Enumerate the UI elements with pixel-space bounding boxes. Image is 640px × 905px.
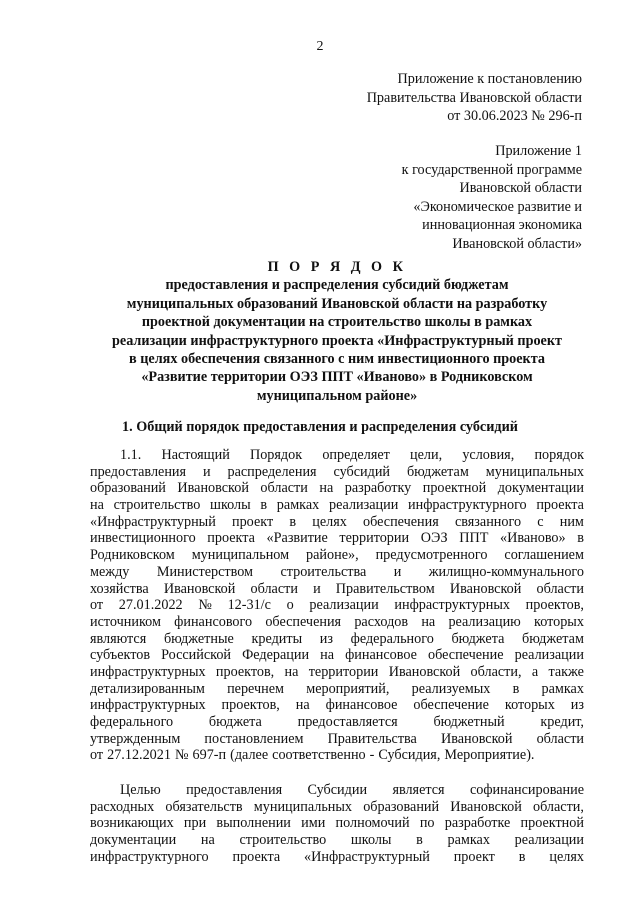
approval-line: от 30.06.2023 № 296-п xyxy=(447,108,582,125)
text-line: Целью предоставления Субсидии является софинансирование xyxy=(120,782,584,798)
text-line: «Инфраструктурный проект в целях обеспечения связанного с ним xyxy=(90,513,584,530)
text-line: инфраструктурного проекта «Инфраструктурный проект в целях xyxy=(90,848,584,865)
annex-line: Приложение 1 xyxy=(495,143,582,159)
annex-reference xyxy=(402,142,582,254)
paragraph-purpose xyxy=(90,782,584,865)
text-line: утвержденным постановлением Правительства Ивановской области xyxy=(90,730,584,747)
text-line: между Министерством строительства и жилищно-коммунального xyxy=(90,563,584,580)
title-line: предоставления и распределения субсидий бюджетам xyxy=(165,277,509,294)
text-line: инвестиционного проекта «Развитие территории ОЭЗ ППТ «Иваново» в xyxy=(90,530,584,547)
section-heading: 1. Общий порядок предоставления и распределения субсидий xyxy=(122,419,518,435)
text-line: источником финансового обеспечения расходов на реализацию которых xyxy=(90,613,584,630)
title-line: в целях обеспечения связанного с ним инвестиционного проекта xyxy=(129,351,545,368)
text-line: от 27.12.2021 № 697-п (далее соответственно - Субсидия, Мероприятие). xyxy=(90,747,535,764)
title-line: муниципальном районе» xyxy=(256,387,418,404)
title-line: проектной документации на строительство школы в рамках xyxy=(141,314,533,331)
approval-reference xyxy=(367,70,582,126)
annex-line: Ивановской области» xyxy=(452,235,582,252)
text-line: федерального бюджета предоставляется бюджетный кредит, xyxy=(90,714,584,730)
text-line: 1.1. Настоящий Порядок определяет цели, условия, порядок xyxy=(120,447,584,463)
page-number: 2 xyxy=(316,39,324,54)
text-line: инфраструктурных проектов, на финансовое обеспечение которых из xyxy=(90,697,584,714)
document-title xyxy=(90,258,584,405)
text-line: образований Ивановской области на разработку проектной документации xyxy=(90,480,584,497)
text-line: возникающих при выполнении ими полномочий по разработке проектной xyxy=(90,815,584,832)
annex-line: к государственной программе xyxy=(401,161,582,178)
title-line: муниципальных образований Ивановской области на разработку xyxy=(126,295,548,312)
approval-line: Правительства Ивановской области xyxy=(366,89,582,106)
title-line: реализации инфраструктурного проекта «Инфраструктурный проект xyxy=(112,332,562,349)
title-line: «Развитие территории ОЭЗ ППТ «Иваново» в Родниковском xyxy=(141,369,533,386)
approval-line: Приложение к постановлению xyxy=(397,71,582,87)
annex-line: инновационная экономика xyxy=(422,217,582,234)
paragraph-1-1 xyxy=(90,447,584,764)
text-line: субъектов Российской Федерации на финансовое обеспечение реализации xyxy=(90,647,584,664)
text-line: на строительство школы в рамках реализации инфраструктурного проекта xyxy=(90,497,584,514)
annex-line: Ивановской области xyxy=(459,180,582,197)
text-line: являются бюджетные кредиты из федерального бюджета бюджетам xyxy=(90,630,584,647)
text-line: предоставления и распределения субсидий бюджетам муниципальных xyxy=(90,463,584,480)
text-line: детализированным перечнем мероприятий, реализуемых в рамках xyxy=(90,680,584,697)
title-main: П О Р Я Д О К xyxy=(267,259,407,275)
text-line: от 27.01.2022 № 12-31/с о реализации инфраструктурных проектов, xyxy=(90,597,584,614)
annex-line: «Экономическое развитие и xyxy=(413,198,582,215)
text-line: документации на строительство школы в рамках реализации xyxy=(90,832,584,849)
text-line: расходных обязательств муниципальных образований Ивановской области, xyxy=(90,798,584,815)
title-subtitle xyxy=(90,276,584,405)
text-line: инфраструктурных проектов, на территории Ивановской области, а также xyxy=(90,663,584,680)
text-line: Родниковском муниципальном районе», предусмотренного соглашением xyxy=(90,547,584,564)
text-line: хозяйства Ивановской области и Правительством Ивановской области xyxy=(90,580,584,597)
